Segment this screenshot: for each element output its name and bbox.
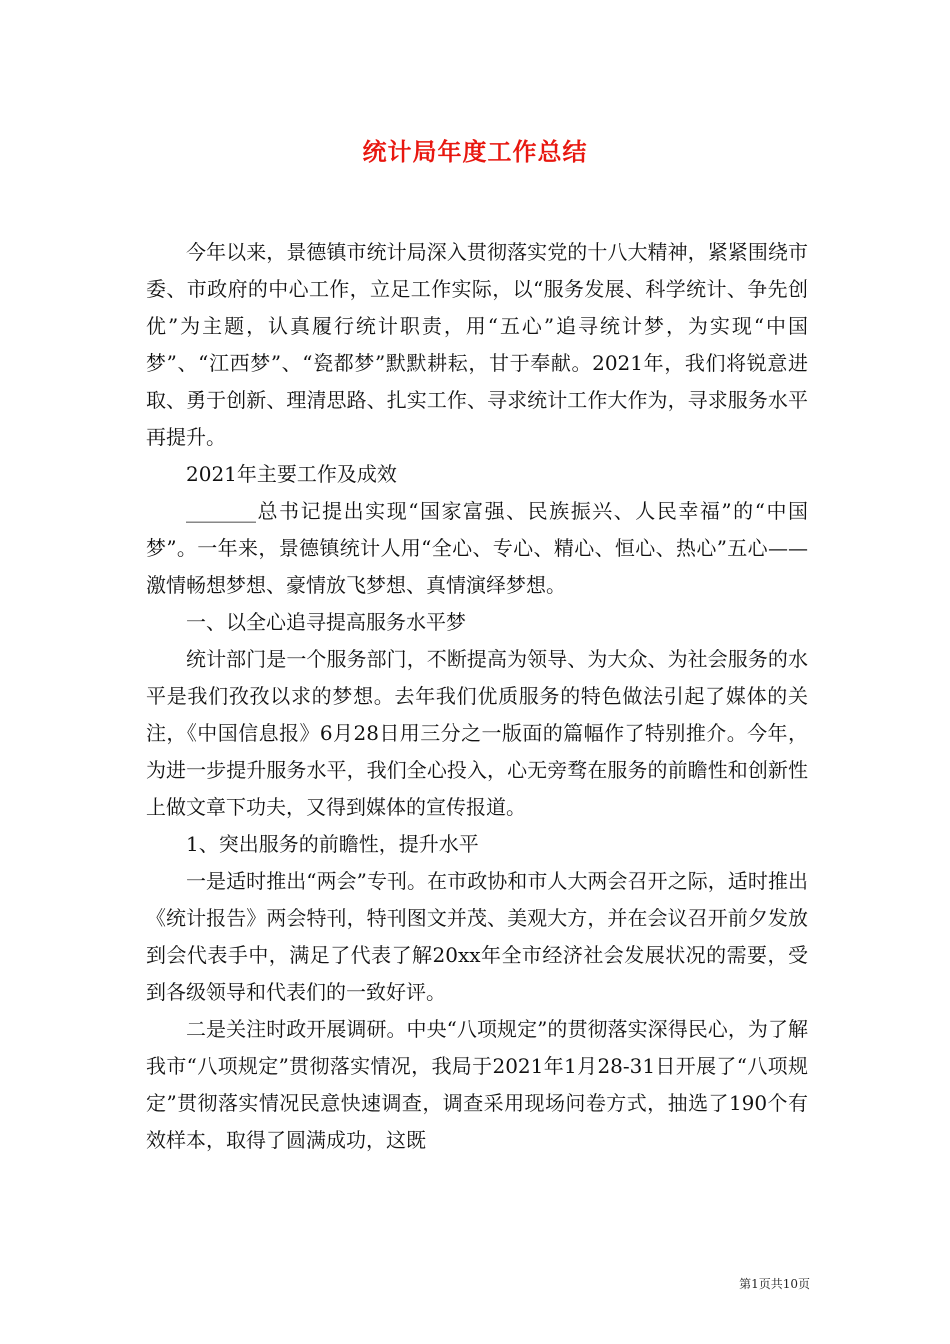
section-heading-1: 一、以全心追寻提高服务水平梦 (186, 610, 466, 634)
page-footer: 第1页共10页 (739, 1277, 810, 1291)
document-title: 统计局年度工作总结 (362, 137, 588, 166)
paragraph-intro: 今年以来，景德镇市统计局深入贯彻落实党的十八大精神，紧紧围绕市委、市政府的中心工作，立足工作实际，以“服务发展、科学统计、争先创优”为主题，认真履行统计职责，用“五心”追寻统计梦，为实现“中国梦”、“江西梦”、“瓷都梦”默默耕耘，甘于奉献。2021年，我们将锐意进取、勇于创新、理清思路、扎实工作、寻求统计工作大作为，寻求服务水平再提升。 (146, 240, 808, 449)
subsection-heading-1: 1、突出服务的前瞻性，提升水平 (186, 832, 479, 856)
paragraph-eight-rules: 二是关注时政开展调研。中央“八项规定”的贯彻落实深得民心，为了解我市“八项规定”贯彻落实情况，我局于2021年1月28-31日开展了“八项规定”贯彻落实情况民意快速调查，调查采用现场问卷方式，抽选了190个有效样本，取得了圆满成功，这既 (146, 1017, 808, 1152)
paragraph-two-sessions: 一是适时推出“两会”专刊。在市政协和市人大两会召开之际，适时推出《统计报告》两会特刊，特刊图文并茂、美观大方，并在会议召开前夕发放到会代表手中，满足了代表了解20xx年全市经济社会发展状况的需要，受到各级领导和代表们的一致好评。 (146, 869, 808, 1004)
document-body (146, 234, 808, 1159)
paragraph-heading-achievements: 2021年主要工作及成效 (186, 462, 397, 486)
paragraph-service: 统计部门是一个服务部门，不断提高为领导、为大众、为社会服务的水平是我们孜孜以求的梦想。去年我们优质服务的特色做法引起了媒体的关注，《中国信息报》6月28日用三分之一版面的篇幅作了特别推介。今年，为进一步提升服务水平，我们全心投入，心无旁骛在服务的前瞻性和创新性上做文章下功夫，又得到媒体的宣传报道。 (146, 647, 808, 819)
paragraph-chinese-dream: _______总书记提出实现“国家富强、民族振兴、人民幸福”的“中国梦”。一年来，景德镇统计人用“全心、专心、精心、恒心、热心”五心——激情畅想梦想、豪情放飞梦想、真情演绎梦想。 (146, 499, 808, 597)
